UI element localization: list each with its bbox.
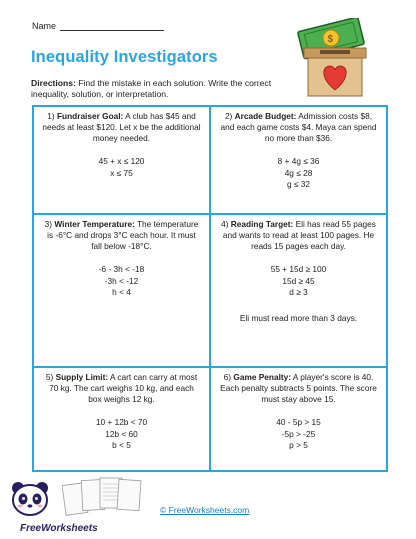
solution-interpretation: Eli must read more than 3 days. xyxy=(239,312,358,323)
problem-heading: Reading Target: xyxy=(230,219,294,229)
problem-grid xyxy=(32,105,388,472)
work-line: -6 - 3h < -18 xyxy=(98,264,145,274)
problem-number: 4) xyxy=(221,219,229,229)
work-line: 12b < 60 xyxy=(105,428,138,439)
problem-3 xyxy=(33,214,210,367)
work-line: -5p > -25 xyxy=(281,428,316,439)
solution-work xyxy=(42,264,201,299)
problem-number: 5) xyxy=(45,372,54,382)
work-line: 10 + 12b < 70 xyxy=(95,417,148,427)
problem-number: 6) xyxy=(223,372,232,382)
svg-text:$: $ xyxy=(327,34,334,45)
work-line: 45 + x ≤ 120 xyxy=(98,156,145,166)
problem-6 xyxy=(210,367,387,471)
problem-heading: Fundraiser Goal: xyxy=(56,111,124,121)
work-line: 55 + 15d ≥ 100 xyxy=(270,264,327,274)
problem-text: A player's score is 40. Each penalty subtracts 5 points. The score must stay above 15. xyxy=(220,372,377,404)
name-label: Name xyxy=(32,21,57,31)
directions xyxy=(31,78,301,100)
solution-work xyxy=(219,417,378,452)
work-line: g ≤ 32 xyxy=(286,179,310,189)
problem-heading: Supply Limit: xyxy=(55,372,109,382)
work-line: 8 + 4g ≤ 36 xyxy=(277,156,320,166)
work-line: 4g ≤ 28 xyxy=(284,167,313,178)
work-line: d ≥ 3 xyxy=(289,287,308,297)
problem-4 xyxy=(210,214,387,367)
problem-5 xyxy=(33,367,210,471)
problem-number: 3) xyxy=(44,219,53,229)
problem-heading: Arcade Budget: xyxy=(234,111,297,121)
problem-heading: Winter Temperature: xyxy=(54,219,135,229)
panda-logo-icon xyxy=(8,480,54,524)
problem-number: 1) xyxy=(47,111,55,121)
copyright-link[interactable]: © FreeWorksheets.com xyxy=(160,505,250,515)
page-title: Inequality Investigators xyxy=(31,48,218,66)
work-line: -3h < -12 xyxy=(104,275,139,286)
work-line: h < 4 xyxy=(112,287,131,297)
directions-text: Find the mistake in each solution. Write the correct inequality, solution, or interpretation. xyxy=(31,78,272,99)
solution-work xyxy=(219,264,378,299)
name-field-line[interactable] xyxy=(60,21,164,31)
problem-2 xyxy=(210,106,387,214)
work-line: 15d ≥ 45 xyxy=(282,275,315,286)
donation-box-icon xyxy=(290,18,380,100)
problem-text: The temperature is -6°C and drops 3°C each hour. It must fall below -18°C. xyxy=(47,219,199,251)
work-line: x ≤ 75 xyxy=(110,167,133,178)
problem-text: A club has $45 and needs at least $120. Let x be the additional money needed. xyxy=(42,111,201,143)
worksheet-stack-icon xyxy=(62,474,154,518)
problem-text: Admission costs $8, and each game costs $4. Maya can spend no more than $36. xyxy=(220,111,377,143)
work-line: p > 5 xyxy=(289,440,308,450)
directions-label: Directions: xyxy=(31,78,76,88)
name-row xyxy=(32,21,164,31)
solution-work xyxy=(219,156,378,191)
problem-text: A cart can carry at most 70 kg. The cart weighs 10 kg, and each box weighs 12 kg. xyxy=(49,372,198,404)
problem-text: Eli has read 55 pages and wants to read at least 100 pages. He reads 15 pages each day. xyxy=(222,219,376,251)
brand-logo-text: FreeWorksheets xyxy=(20,523,98,534)
problem-number: 2) xyxy=(224,111,233,121)
problem-heading: Game Penalty: xyxy=(233,372,292,382)
problem-1 xyxy=(33,106,210,214)
work-line: 40 - 5p > 15 xyxy=(276,417,321,427)
work-line: b < 5 xyxy=(112,440,131,450)
solution-work xyxy=(42,417,201,452)
solution-work xyxy=(42,156,201,179)
